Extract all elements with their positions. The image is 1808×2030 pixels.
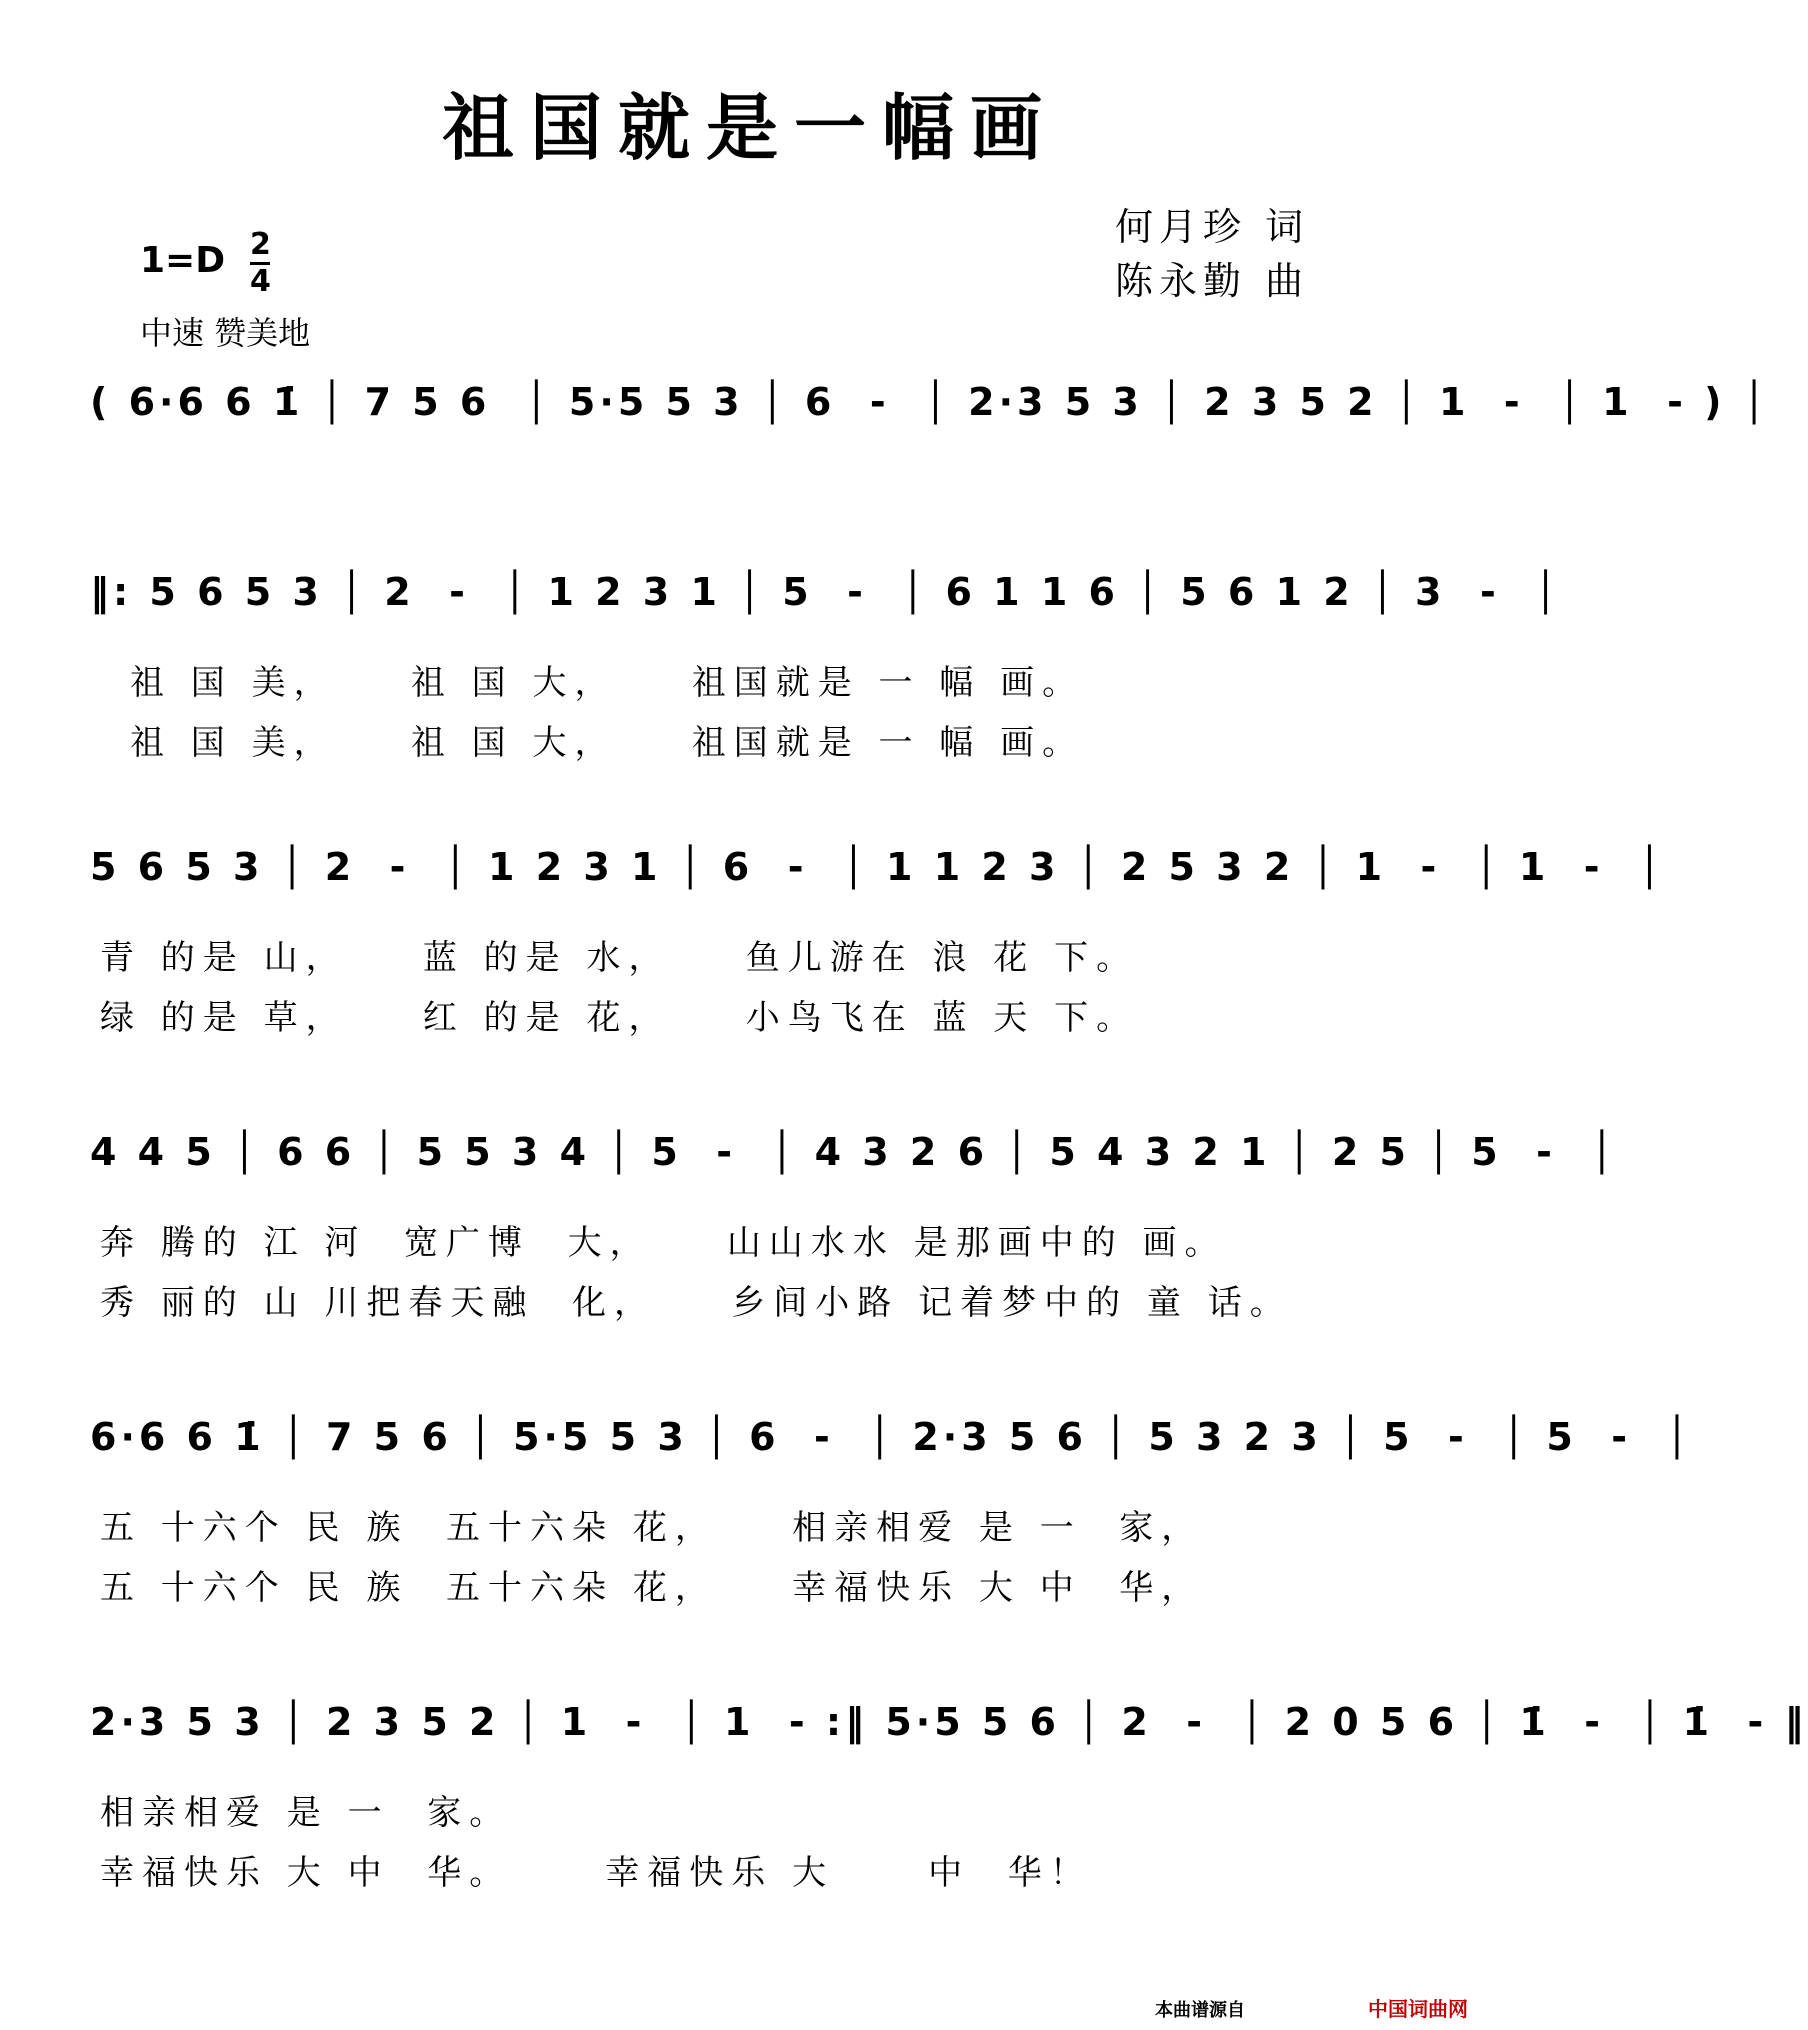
- score-row: [90, 1415, 1693, 1485]
- score-row: [90, 1130, 1618, 1200]
- notation-line: ‖: 5 6 5 3 │ 2 - │ 1 2 3 1 │ 5 - │ 6 1 1 6 │ 5 6 1 2 │ 3 - │: [90, 570, 1562, 614]
- notation-line: 4 4 5 │ 6 6 │ 5 5 3 4 │ 5 - │ 4 3 2 6 │ 5 4 3 2 1 │ 2 5 │ 5 - │: [90, 1130, 1618, 1174]
- notation-line: ( 6·6 6 1̇ │ 7 5 6 │ 5·5 5 3 │ 6 - │ 2·3 5 3 │ 2 3 5 2 │ 1 - │ 1 - ) │: [90, 380, 1770, 424]
- footer-site-link[interactable]: 中国词曲网: [1368, 1997, 1468, 2021]
- time-signature-bottom: 4: [250, 264, 271, 299]
- lyric-verse-1: 青 的是 山， 蓝 的是 水， 鱼儿游在 浪 花 下。: [100, 938, 1139, 978]
- lyric-verse-2: 绿 的是 草， 红 的是 花， 小鸟飞在 蓝 天 下。: [100, 998, 1139, 1038]
- lyric-verse-2: 幸福快乐 大 中 华。 幸福快乐 大 中 华！: [100, 1853, 1092, 1893]
- page-title: 祖国就是一幅画: [441, 85, 1058, 170]
- lyric-verse-1: 奔 腾的 江 河 宽广博 大， 山山水水 是那画中的 画。: [100, 1223, 1227, 1263]
- footer-source: 本曲谱源自: [1155, 2000, 1245, 2021]
- tempo-marking: 中速 赞美地: [140, 314, 311, 352]
- notation-line: 5 6 5 3 │ 2 - │ 1 2 3 1 │ 6 - │ 1 1 2 3 │ 2 5 3 2 │ 1 - │ 1 - │: [90, 845, 1665, 889]
- lyric-verse-2: 祖 国 美， 祖 国 大， 祖国就是 一 幅 画。: [130, 723, 1085, 763]
- time-signature: [250, 228, 271, 299]
- composer-credit: 陈永勤 曲: [1115, 259, 1310, 303]
- score-row: [90, 845, 1665, 915]
- lyric-verse-2: 五 十六个 民 族 五十六朵 花， 幸福快乐 大 中 华，: [100, 1568, 1204, 1608]
- lyricist-credit: 何月珍 词: [1115, 205, 1310, 249]
- lyric-verse-1: 五 十六个 民 族 五十六朵 花， 相亲相爱 是 一 家，: [100, 1508, 1204, 1548]
- key-signature: 1=D: [140, 240, 226, 281]
- lyric-verse-2: 秀 丽的 山 川把春天融 化， 乡间小路 记着梦中的 童 话。: [100, 1283, 1292, 1323]
- time-signature-top: 2: [250, 227, 271, 262]
- score-row: [90, 1700, 1808, 1770]
- lyric-verse-1: 相亲相爱 是 一 家。: [100, 1793, 512, 1833]
- score-row-intro: [90, 380, 1770, 450]
- notation-line: 6·6 6 1̇ │ 7 5 6 │ 5·5 5 3 │ 6 - │ 2·3 5 6 │ 5 3 2 3 │ 5 - │ 5 - │: [90, 1415, 1693, 1459]
- notation-line: 2·3 5 3 │ 2 3 5 2 │ 1 - │ 1 - :‖ 5·5 5 6 │ 2 - │ 2 0 5 6 │ 1̇ - │ 1̇ - ‖: [90, 1700, 1808, 1744]
- score-row: [90, 570, 1562, 640]
- lyric-verse-1: 祖 国 美， 祖 国 大， 祖国就是 一 幅 画。: [130, 663, 1085, 703]
